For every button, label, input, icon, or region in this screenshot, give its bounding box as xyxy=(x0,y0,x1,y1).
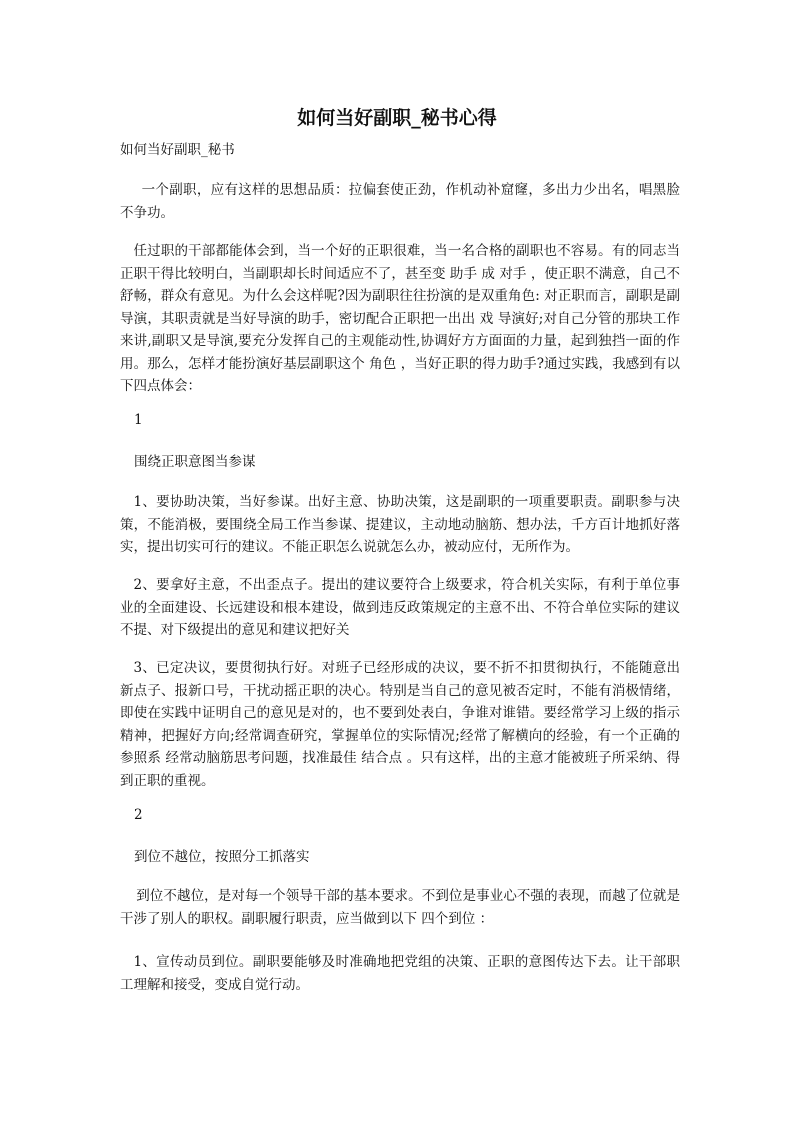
section-1-item-2: 2、要拿好主意，不出歪点子。提出的建议要符合上级要求，符合机关实际，有利于单位事业的全面建设、长远建设和根本建设，做到违反政策规定的主意不出、不符合单位实际的建议不提、对下级提出的意见和建议把好关 xyxy=(120,577,680,638)
section-2-intro: 到位不越位，是对每一个领导干部的基本要求。不到位是事业心不强的表现，而越了位就是干涉了别人的职权。副职履行职责，应当做到以下 四个到位 ： xyxy=(120,888,680,927)
section-1-item-3: 3、已定决议，要贯彻执行好。对班子已经形成的决议，要不折不扣贯彻执行，不能随意出新点子、报新口号，干扰动摇正职的决心。特别是当自己的意见被否定时，不能有消极情绪，即使在实践中证明自己的意见是对的，也不要到处表白，争谁对谁错。要经常学习上级的指示精神，把握好方向;经常调查研究，掌握单位的实际情况;经常了解横向的经验，有一个正确的 参照系 经常动脑筋思考问题，找准最佳 结合点 。只有这样，出的主意才能被班子所采纳、得到正职的重视。 xyxy=(120,660,680,789)
document-subtitle: 如何当好副职_秘书 xyxy=(120,142,235,158)
section-2-number: 2 xyxy=(134,807,143,823)
section-1-item-1: 1、要协助决策，当好参谋。出好主意、协助决策，这是副职的一项重要职责。副职参与决策，不能消极，要围绕全局工作当参谋、提建议，主动地动脑筋、想办法，千方百计地抓好落实，提出切实可行的建议。不能正职怎么说就怎么办，被动应付，无所作为。 xyxy=(120,494,680,555)
section-2-item-1: 1、宣传动员到位。副职要能够及时准确地把党组的决策、正职的意图传达下去。让干部职工理解和接受，变成自觉行动。 xyxy=(120,954,680,993)
section-2-heading: 到位不越位，按照分工抓落实 xyxy=(134,849,310,865)
context-paragraph: 任过职的干部都能体会到，当一个好的正职很难，当一名合格的副职也不容易。有的同志当正职干得比较明白，当副职却长时间适应不了，甚至变 助手 成 对手 ，使正职不满意，自己不舒畅，群众有意见。为什么会这样呢?因为副职往往扮演的是双重角色: 对正职而言，副职是副导演，其职责就是当好导演的助手，密切配合正职把一出出 戏 导演好;对自己分管的那块工作来讲,副职又是导演,要充分发挥自己的主观能动性,协调好方方面面的力量，起到独挡一面的作用。那么，怎样才能扮演好基层副职这个 角色 ，当好正职的得力助手?通过实践，我感到有以下四点体会： xyxy=(120,243,680,394)
document-title: 如何当好副职_秘书心得 xyxy=(297,107,497,129)
intro-paragraph: 一个副职，应有这样的思想品质：拉偏套使正劲，作机动补窟窿，多出力少出名，唱黑脸不争功。 xyxy=(120,182,680,221)
section-1-heading: 围绕正职意图当参谋 xyxy=(134,454,256,470)
section-1-number: 1 xyxy=(134,412,143,428)
